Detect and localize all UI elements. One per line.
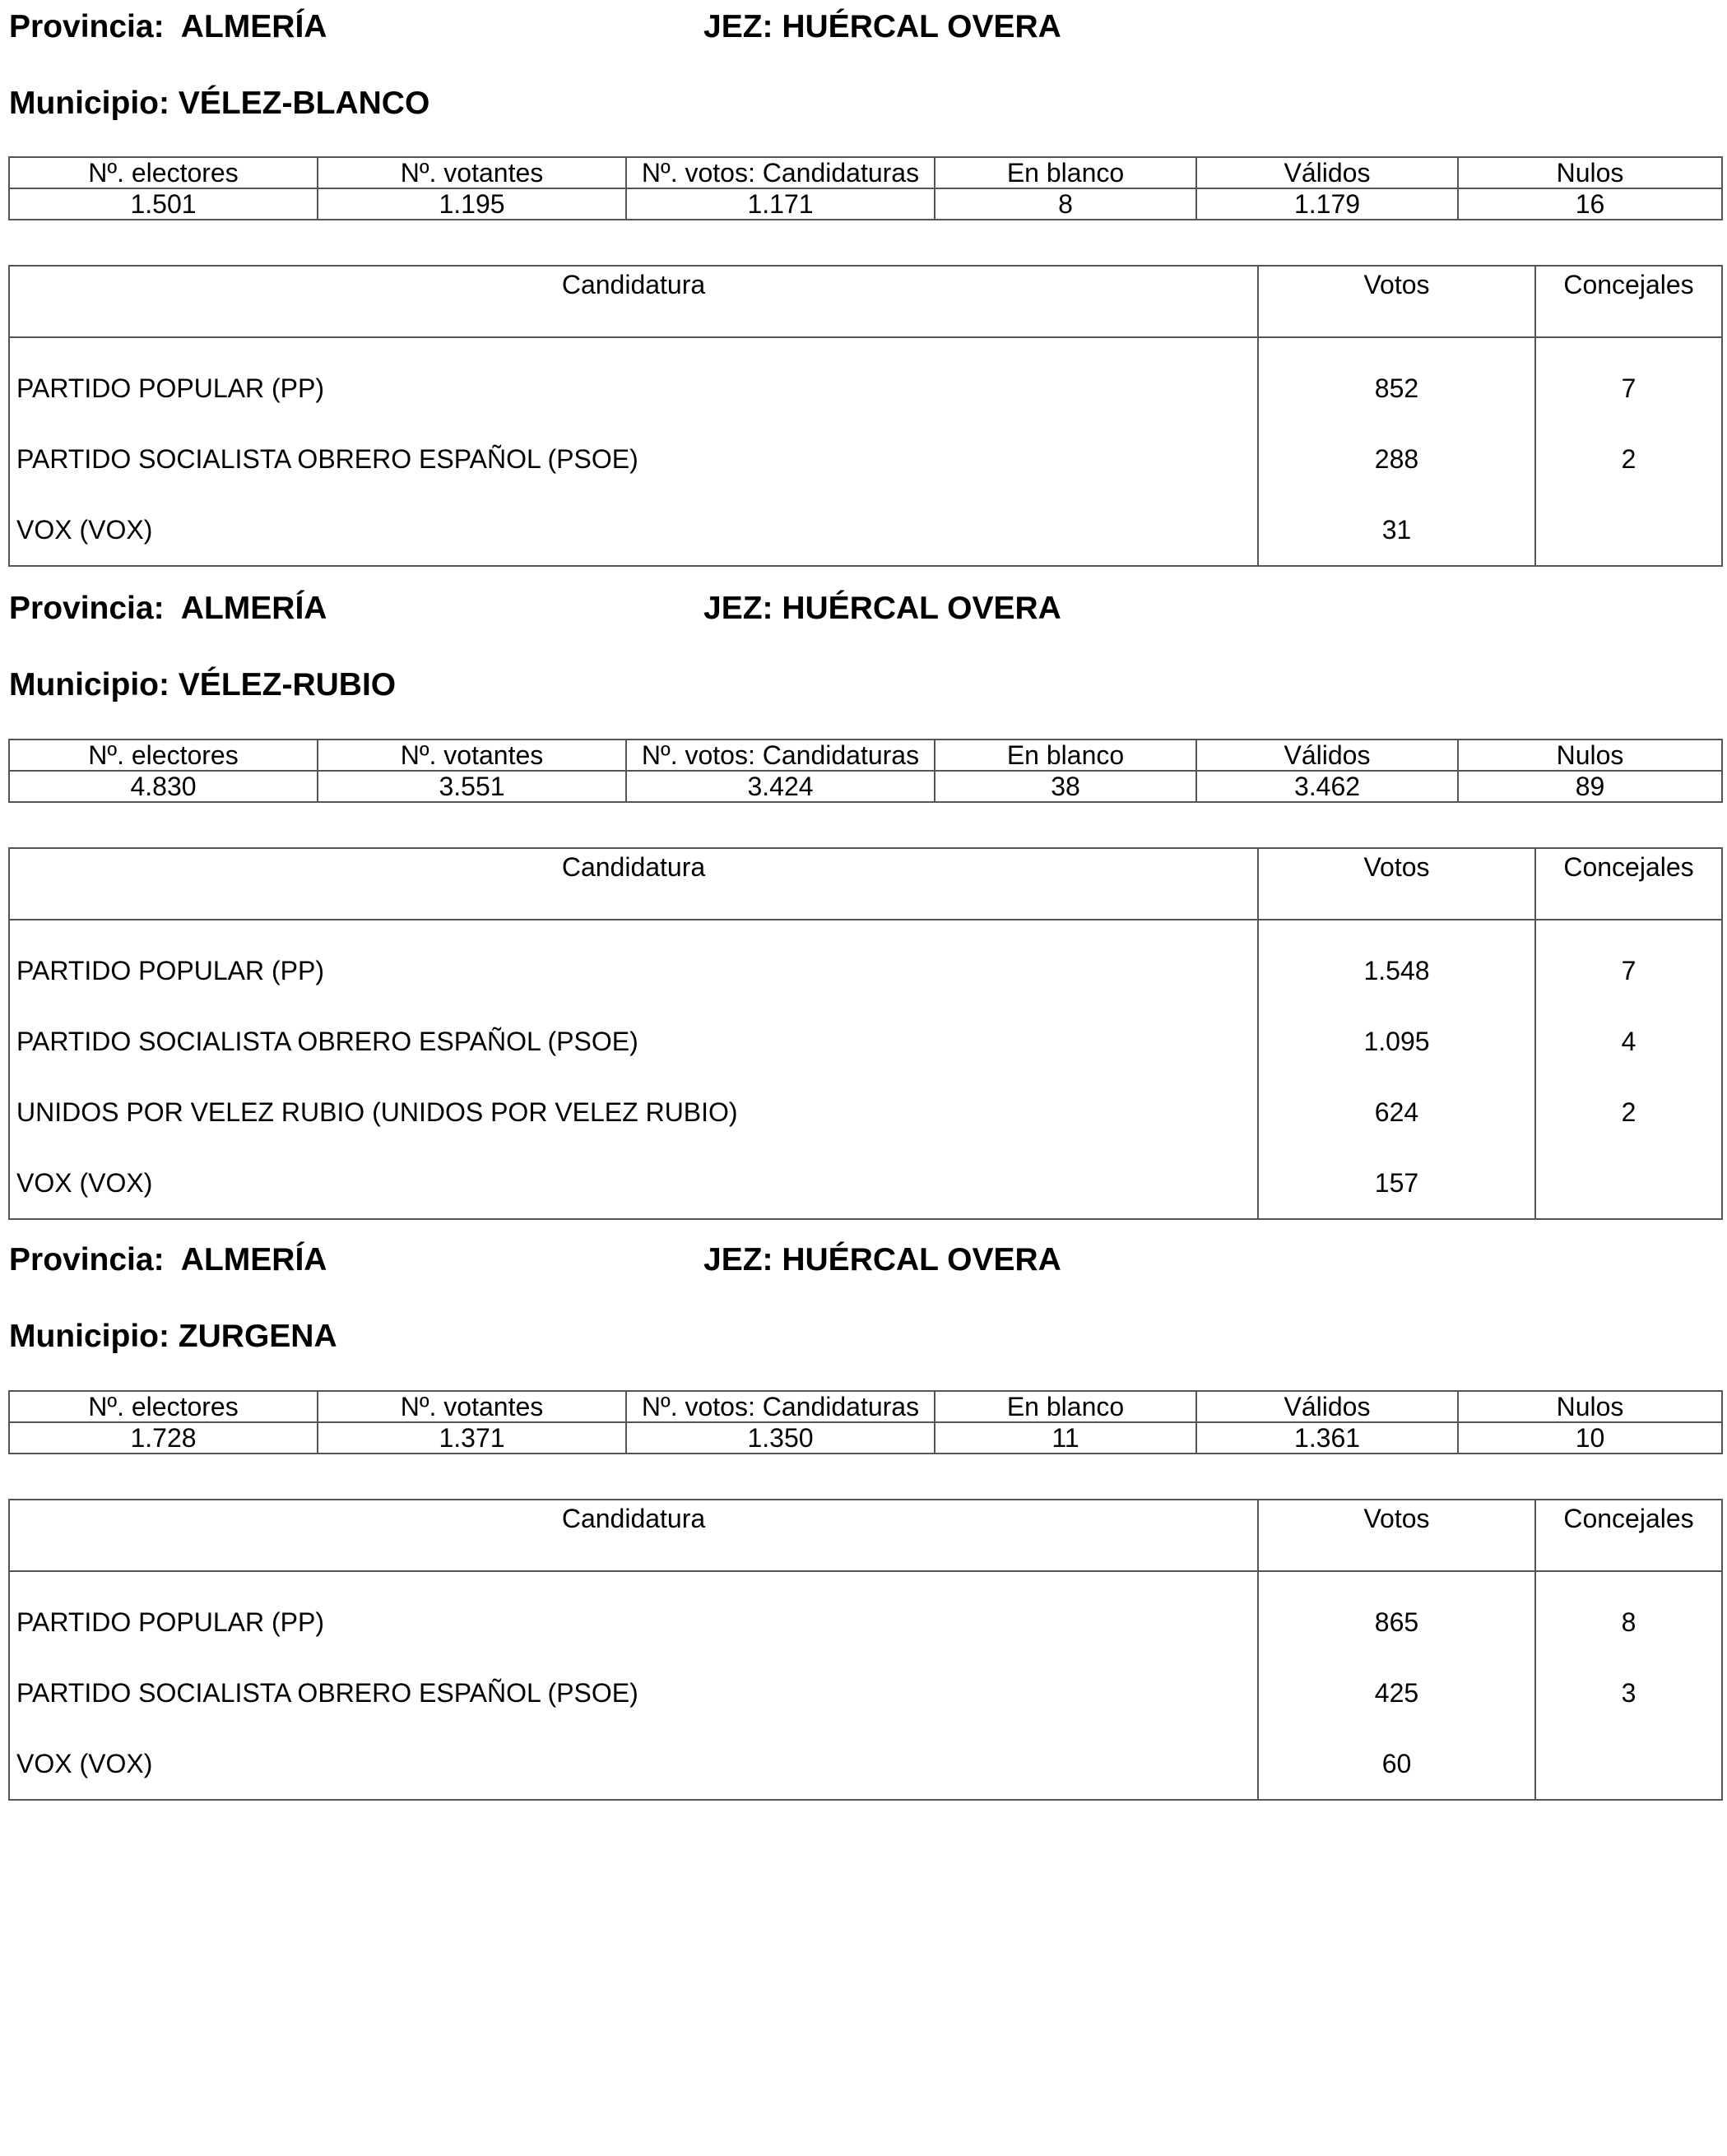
header-en-blanco: En blanco xyxy=(935,157,1196,188)
provincia-heading: Provincia: ALMERÍA xyxy=(9,591,327,626)
header-votos: Votos xyxy=(1258,266,1535,337)
candidatura-seats: 2 xyxy=(1535,424,1722,494)
header-votos-candidaturas: Nº. votos: Candidaturas xyxy=(626,157,935,188)
candidaturas-table xyxy=(8,1499,1723,1801)
value-en-blanco: 8 xyxy=(935,188,1196,220)
candidatura-votes: 157 xyxy=(1258,1148,1535,1219)
candidatura-name: PARTIDO SOCIALISTA OBRERO ESPAÑOL (PSOE) xyxy=(9,1006,1258,1077)
value-validos: 3.462 xyxy=(1196,771,1458,802)
candidatura-votes: 425 xyxy=(1258,1658,1535,1728)
header-votos-candidaturas: Nº. votos: Candidaturas xyxy=(626,1391,935,1422)
value-en-blanco: 38 xyxy=(935,771,1196,802)
value-votos-candidaturas: 1.171 xyxy=(626,188,935,220)
header-concejales: Concejales xyxy=(1535,1500,1722,1571)
header-electores: Nº. electores xyxy=(9,157,318,188)
table-row xyxy=(9,1006,1722,1077)
candidatura-seats xyxy=(1535,1728,1722,1800)
header-votos-candidaturas: Nº. votos: Candidaturas xyxy=(626,740,935,771)
header-validos: Válidos xyxy=(1196,1391,1458,1422)
candidatura-name: PARTIDO POPULAR (PP) xyxy=(9,337,1258,424)
header-votantes: Nº. votantes xyxy=(318,1391,626,1422)
header-validos: Válidos xyxy=(1196,740,1458,771)
candidatura-votes: 60 xyxy=(1258,1728,1535,1800)
header-candidatura: Candidatura xyxy=(9,266,1258,337)
value-en-blanco: 11 xyxy=(935,1422,1196,1454)
header-candidatura: Candidatura xyxy=(9,1500,1258,1571)
summary-table xyxy=(8,156,1723,220)
header-votos: Votos xyxy=(1258,848,1535,920)
candidaturas-table xyxy=(8,847,1723,1220)
candidatura-seats: 4 xyxy=(1535,1006,1722,1077)
header-candidatura: Candidatura xyxy=(9,848,1258,920)
header-concejales: Concejales xyxy=(1535,266,1722,337)
table-row xyxy=(9,337,1722,424)
candidatura-votes: 31 xyxy=(1258,494,1535,566)
header-electores: Nº. electores xyxy=(9,1391,318,1422)
candidatura-name: PARTIDO POPULAR (PP) xyxy=(9,920,1258,1006)
candidatura-name: VOX (VOX) xyxy=(9,1148,1258,1219)
candidatura-seats: 8 xyxy=(1535,1571,1722,1658)
candidatura-votes: 852 xyxy=(1258,337,1535,424)
candidatura-seats xyxy=(1535,1148,1722,1219)
header-nulos: Nulos xyxy=(1458,740,1722,771)
jez-heading: JEZ: HUÉRCAL OVERA xyxy=(703,9,1061,44)
candidatura-seats: 7 xyxy=(1535,920,1722,1006)
candidatura-votes: 288 xyxy=(1258,424,1535,494)
value-validos: 1.179 xyxy=(1196,188,1458,220)
provincia-heading: Provincia: ALMERÍA xyxy=(9,1242,327,1277)
header-electores: Nº. electores xyxy=(9,740,318,771)
header-nulos: Nulos xyxy=(1458,1391,1722,1422)
value-nulos: 89 xyxy=(1458,771,1722,802)
candidatura-name: VOX (VOX) xyxy=(9,494,1258,566)
candidatura-seats: 7 xyxy=(1535,337,1722,424)
candidatura-seats: 2 xyxy=(1535,1077,1722,1148)
value-votos-candidaturas: 1.350 xyxy=(626,1422,935,1454)
candidatura-seats: 3 xyxy=(1535,1658,1722,1728)
value-electores: 1.728 xyxy=(9,1422,318,1454)
table-row xyxy=(9,1658,1722,1728)
table-row xyxy=(9,494,1722,566)
candidatura-votes: 1.095 xyxy=(1258,1006,1535,1077)
candidatura-votes: 1.548 xyxy=(1258,920,1535,1006)
table-row xyxy=(9,1728,1722,1800)
header-nulos: Nulos xyxy=(1458,157,1722,188)
value-electores: 4.830 xyxy=(9,771,318,802)
candidatura-name: VOX (VOX) xyxy=(9,1728,1258,1800)
candidatura-votes: 865 xyxy=(1258,1571,1535,1658)
value-votantes: 1.371 xyxy=(318,1422,626,1454)
jez-heading: JEZ: HUÉRCAL OVERA xyxy=(703,591,1061,626)
header-en-blanco: En blanco xyxy=(935,1391,1196,1422)
candidatura-name: PARTIDO SOCIALISTA OBRERO ESPAÑOL (PSOE) xyxy=(9,1658,1258,1728)
header-votantes: Nº. votantes xyxy=(318,157,626,188)
value-votantes: 1.195 xyxy=(318,188,626,220)
table-row xyxy=(9,920,1722,1006)
header-votos: Votos xyxy=(1258,1500,1535,1571)
table-row xyxy=(9,1148,1722,1219)
candidaturas-table xyxy=(8,265,1723,567)
table-row xyxy=(9,1571,1722,1658)
value-nulos: 16 xyxy=(1458,188,1722,220)
value-electores: 1.501 xyxy=(9,188,318,220)
value-nulos: 10 xyxy=(1458,1422,1722,1454)
value-votantes: 3.551 xyxy=(318,771,626,802)
table-row xyxy=(9,1077,1722,1148)
candidatura-name: PARTIDO SOCIALISTA OBRERO ESPAÑOL (PSOE) xyxy=(9,424,1258,494)
value-votos-candidaturas: 3.424 xyxy=(626,771,935,802)
municipio-title: Municipio: VÉLEZ-BLANCO xyxy=(9,86,430,121)
header-en-blanco: En blanco xyxy=(935,740,1196,771)
jez-heading: JEZ: HUÉRCAL OVERA xyxy=(703,1242,1061,1277)
value-validos: 1.361 xyxy=(1196,1422,1458,1454)
table-row xyxy=(9,424,1722,494)
candidatura-name: UNIDOS POR VELEZ RUBIO (UNIDOS POR VELEZ RUBIO) xyxy=(9,1077,1258,1148)
candidatura-seats xyxy=(1535,494,1722,566)
header-votantes: Nº. votantes xyxy=(318,740,626,771)
provincia-heading: Provincia: ALMERÍA xyxy=(9,9,327,44)
summary-table xyxy=(8,1390,1723,1454)
header-concejales: Concejales xyxy=(1535,848,1722,920)
summary-table xyxy=(8,739,1723,803)
candidatura-votes: 624 xyxy=(1258,1077,1535,1148)
municipio-title: Municipio: ZURGENA xyxy=(9,1319,337,1354)
candidatura-name: PARTIDO POPULAR (PP) xyxy=(9,1571,1258,1658)
municipio-title: Municipio: VÉLEZ-RUBIO xyxy=(9,667,397,702)
header-validos: Válidos xyxy=(1196,157,1458,188)
